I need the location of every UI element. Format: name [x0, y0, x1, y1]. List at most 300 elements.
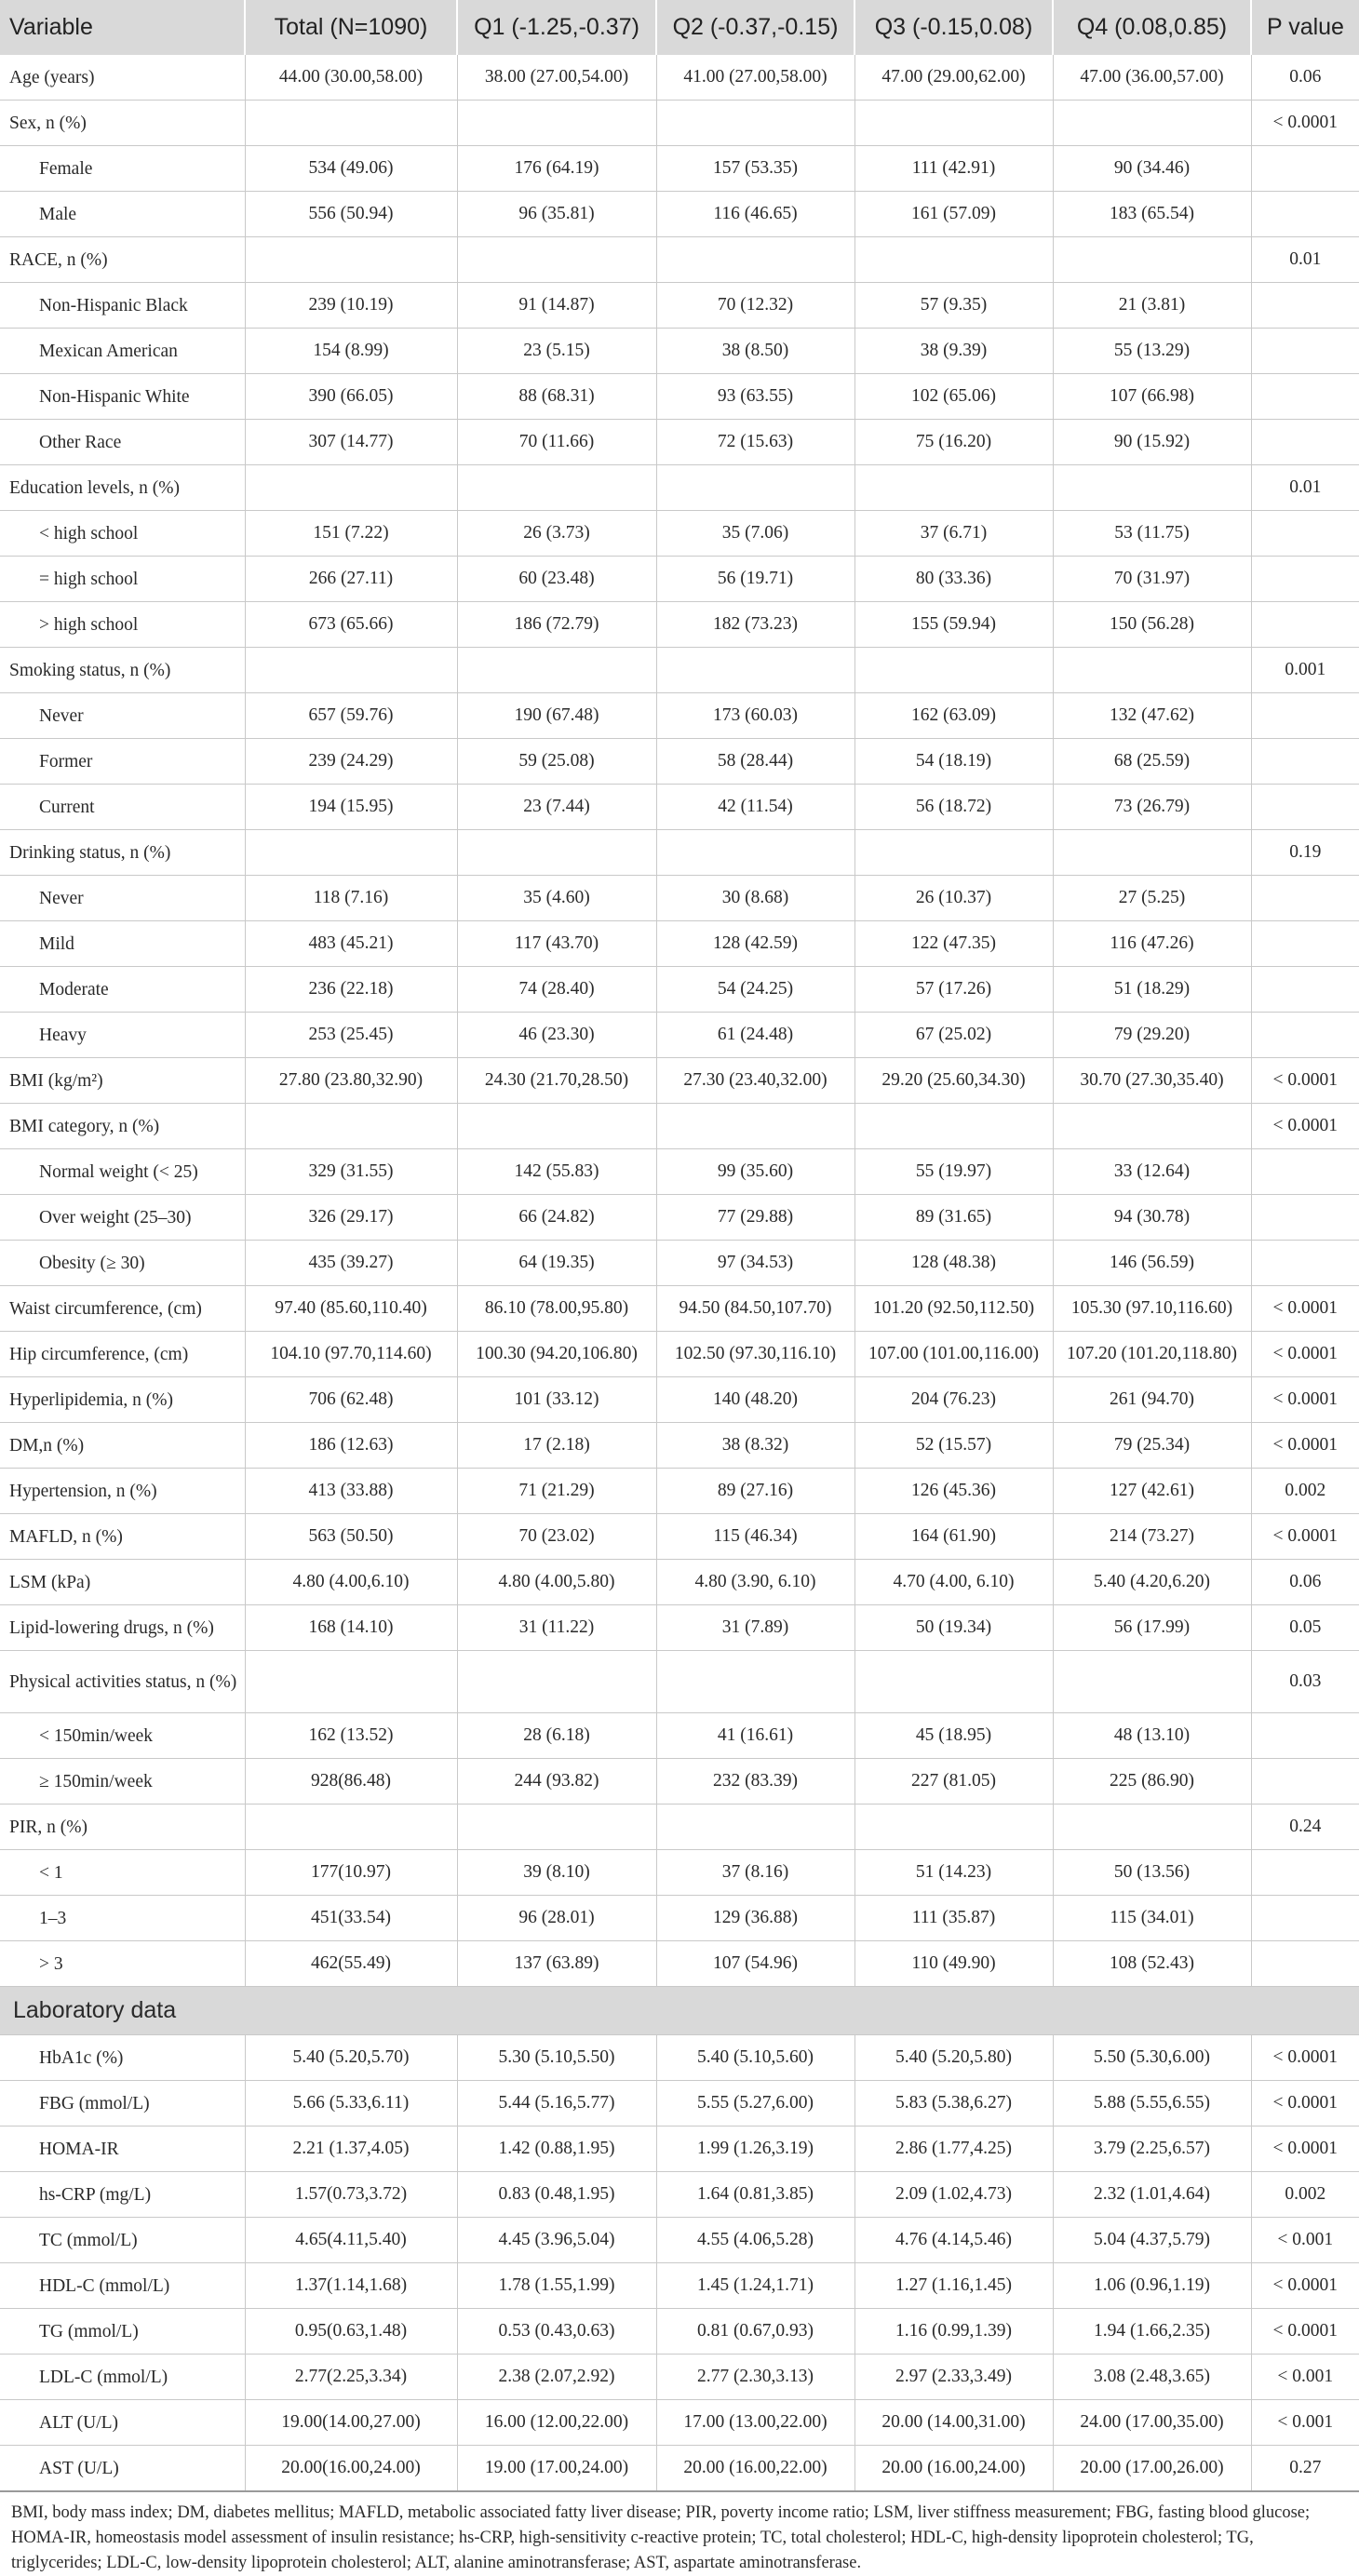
q1-cell: 66 (24.82): [457, 1195, 656, 1241]
p-value-cell: 0.24: [1251, 1805, 1359, 1850]
q1-cell: 64 (19.35): [457, 1241, 656, 1286]
table-row: [0, 1377, 1359, 1423]
table-row: [0, 192, 1359, 237]
q4-cell: 3.79 (2.25,6.57): [1053, 2127, 1251, 2172]
variable-label: BMI (kg/m²): [0, 1058, 245, 1104]
q1-cell: 96 (28.01): [457, 1896, 656, 1941]
total-cell: 97.40 (85.60,110.40): [245, 1286, 457, 1332]
q1-cell: 86.10 (78.00,95.80): [457, 1286, 656, 1332]
q4-cell: 115 (34.01): [1053, 1896, 1251, 1941]
q3-cell: 2.97 (2.33,3.49): [854, 2355, 1053, 2400]
p-value-cell: [1251, 1759, 1359, 1805]
total-cell: 236 (22.18): [245, 967, 457, 1013]
p-value-cell: [1251, 876, 1359, 921]
total-cell: 390 (66.05): [245, 374, 457, 420]
q4-cell: 108 (52.43): [1053, 1941, 1251, 1987]
q3-cell: 57 (17.26): [854, 967, 1053, 1013]
q3-cell: 45 (18.95): [854, 1713, 1053, 1759]
p-value-cell: [1251, 602, 1359, 648]
p-value-cell: [1251, 1941, 1359, 1987]
q2-cell: 41.00 (27.00,58.00): [656, 55, 854, 101]
table-row: [0, 739, 1359, 785]
table-row: [0, 1195, 1359, 1241]
p-value-cell: < 0.0001: [1251, 101, 1359, 146]
q3-cell: 80 (33.36): [854, 557, 1053, 602]
q3-cell: 52 (15.57): [854, 1423, 1053, 1469]
q3-cell: 162 (63.09): [854, 693, 1053, 739]
total-cell: 563 (50.50): [245, 1514, 457, 1560]
p-value-cell: [1251, 1713, 1359, 1759]
q2-cell: 27.30 (23.40,32.00): [656, 1058, 854, 1104]
p-value-cell: 0.03: [1251, 1651, 1359, 1713]
p-value-cell: < 0.0001: [1251, 2035, 1359, 2081]
q4-cell: 261 (94.70): [1053, 1377, 1251, 1423]
q2-cell: 38 (8.50): [656, 329, 854, 374]
q1-cell: 28 (6.18): [457, 1713, 656, 1759]
q1-cell: 35 (4.60): [457, 876, 656, 921]
q3-cell: [854, 830, 1053, 876]
variable-label: < high school: [0, 511, 245, 557]
p-value-cell: < 0.0001: [1251, 1058, 1359, 1104]
p-value-cell: 0.01: [1251, 465, 1359, 511]
table-row: [0, 1896, 1359, 1941]
q4-cell: 79 (29.20): [1053, 1013, 1251, 1058]
q3-cell: 56 (18.72): [854, 785, 1053, 830]
p-value-cell: < 0.001: [1251, 2218, 1359, 2263]
q4-cell: 55 (13.29): [1053, 329, 1251, 374]
q2-cell: 140 (48.20): [656, 1377, 854, 1423]
q2-cell: 128 (42.59): [656, 921, 854, 967]
table-row: [0, 921, 1359, 967]
total-cell: 534 (49.06): [245, 146, 457, 192]
variable-label: TG (mmol/L): [0, 2309, 245, 2355]
q2-cell: [656, 101, 854, 146]
q4-cell: 214 (73.27): [1053, 1514, 1251, 1560]
q3-cell: 51 (14.23): [854, 1850, 1053, 1896]
q4-cell: [1053, 237, 1251, 283]
total-cell: 266 (27.11): [245, 557, 457, 602]
table-row: [0, 55, 1359, 101]
variable-label: Drinking status, n (%): [0, 830, 245, 876]
variable-label: Female: [0, 146, 245, 192]
total-cell: [245, 830, 457, 876]
total-cell: [245, 237, 457, 283]
variable-label: LSM (kPa): [0, 1560, 245, 1605]
p-value-cell: [1251, 192, 1359, 237]
q1-cell: 16.00 (12.00,22.00): [457, 2400, 656, 2446]
q2-cell: 0.81 (0.67,0.93): [656, 2309, 854, 2355]
group-row: [0, 237, 1359, 283]
q3-cell: [854, 1104, 1053, 1149]
group-row: [0, 1104, 1359, 1149]
variable-label: Heavy: [0, 1013, 245, 1058]
variable-label: HbA1c (%): [0, 2035, 245, 2081]
q1-cell: 96 (35.81): [457, 192, 656, 237]
q3-cell: 5.83 (5.38,6.27): [854, 2081, 1053, 2127]
total-cell: 2.21 (1.37,4.05): [245, 2127, 457, 2172]
q1-cell: [457, 1805, 656, 1850]
header-q1: Q1 (-1.25,-0.37): [457, 0, 656, 55]
variable-label: > high school: [0, 602, 245, 648]
table-row: [0, 329, 1359, 374]
header-row: [0, 0, 1359, 55]
total-cell: [245, 648, 457, 693]
p-value-cell: [1251, 1850, 1359, 1896]
total-cell: 162 (13.52): [245, 1713, 457, 1759]
variable-label: < 1: [0, 1850, 245, 1896]
q2-cell: 5.55 (5.27,6.00): [656, 2081, 854, 2127]
q2-cell: 99 (35.60): [656, 1149, 854, 1195]
p-value-cell: [1251, 557, 1359, 602]
table-row: [0, 2263, 1359, 2309]
q4-cell: 5.88 (5.55,6.55): [1053, 2081, 1251, 2127]
q1-cell: 244 (93.82): [457, 1759, 656, 1805]
q2-cell: 72 (15.63): [656, 420, 854, 465]
q3-cell: 2.86 (1.77,4.25): [854, 2127, 1053, 2172]
q3-cell: 4.76 (4.14,5.46): [854, 2218, 1053, 2263]
total-cell: [245, 465, 457, 511]
total-cell: 118 (7.16): [245, 876, 457, 921]
total-cell: 104.10 (97.70,114.60): [245, 1332, 457, 1377]
total-cell: 253 (25.45): [245, 1013, 457, 1058]
q4-cell: 116 (47.26): [1053, 921, 1251, 967]
q3-cell: [854, 648, 1053, 693]
q1-cell: 71 (21.29): [457, 1469, 656, 1514]
table-row: [0, 785, 1359, 830]
table-row: [0, 1332, 1359, 1377]
table-row: [0, 876, 1359, 921]
q4-cell: [1053, 1651, 1251, 1713]
table-body: [0, 55, 1359, 2491]
q2-cell: 35 (7.06): [656, 511, 854, 557]
q4-cell: 94 (30.78): [1053, 1195, 1251, 1241]
table-row: [0, 146, 1359, 192]
q1-cell: [457, 1651, 656, 1713]
total-cell: 928(86.48): [245, 1759, 457, 1805]
q1-cell: [457, 101, 656, 146]
total-cell: 19.00(14.00,27.00): [245, 2400, 457, 2446]
variable-label: 1–3: [0, 1896, 245, 1941]
total-cell: [245, 1651, 457, 1713]
q4-cell: [1053, 1104, 1251, 1149]
q2-cell: 97 (34.53): [656, 1241, 854, 1286]
total-cell: 556 (50.94): [245, 192, 457, 237]
q2-cell: 232 (83.39): [656, 1759, 854, 1805]
p-value-cell: [1251, 1013, 1359, 1058]
q4-cell: 51 (18.29): [1053, 967, 1251, 1013]
q1-cell: 88 (68.31): [457, 374, 656, 420]
p-value-cell: < 0.0001: [1251, 2127, 1359, 2172]
q1-cell: 17 (2.18): [457, 1423, 656, 1469]
q2-cell: [656, 1104, 854, 1149]
q1-cell: 176 (64.19): [457, 146, 656, 192]
total-cell: 168 (14.10): [245, 1605, 457, 1651]
q1-cell: 19.00 (17.00,24.00): [457, 2446, 656, 2492]
total-cell: 4.80 (4.00,6.10): [245, 1560, 457, 1605]
q3-cell: 128 (48.38): [854, 1241, 1053, 1286]
q1-cell: 186 (72.79): [457, 602, 656, 648]
p-value-cell: [1251, 693, 1359, 739]
q3-cell: 1.27 (1.16,1.45): [854, 2263, 1053, 2309]
p-value-cell: < 0.001: [1251, 2355, 1359, 2400]
p-value-cell: 0.01: [1251, 237, 1359, 283]
total-cell: [245, 1805, 457, 1850]
table-row: [0, 602, 1359, 648]
variable-label: HOMA-IR: [0, 2127, 245, 2172]
q4-cell: 105.30 (97.10,116.60): [1053, 1286, 1251, 1332]
p-value-cell: [1251, 967, 1359, 1013]
q1-cell: [457, 237, 656, 283]
section-label: Laboratory data: [0, 1987, 1359, 2035]
q4-cell: 1.94 (1.66,2.35): [1053, 2309, 1251, 2355]
q1-cell: 4.80 (4.00,5.80): [457, 1560, 656, 1605]
total-cell: 5.66 (5.33,6.11): [245, 2081, 457, 2127]
p-value-cell: [1251, 146, 1359, 192]
q2-cell: 94.50 (84.50,107.70): [656, 1286, 854, 1332]
q1-cell: [457, 465, 656, 511]
q4-cell: 47.00 (36.00,57.00): [1053, 55, 1251, 101]
q3-cell: 38 (9.39): [854, 329, 1053, 374]
q1-cell: [457, 830, 656, 876]
q2-cell: 116 (46.65): [656, 192, 854, 237]
q2-cell: 182 (73.23): [656, 602, 854, 648]
q4-cell: 5.04 (4.37,5.79): [1053, 2218, 1251, 2263]
q4-cell: 5.50 (5.30,6.00): [1053, 2035, 1251, 2081]
variable-label: HDL-C (mmol/L): [0, 2263, 245, 2309]
group-row: [0, 1651, 1359, 1713]
q4-cell: 2.32 (1.01,4.64): [1053, 2172, 1251, 2218]
q4-cell: 50 (13.56): [1053, 1850, 1251, 1896]
total-cell: 154 (8.99): [245, 329, 457, 374]
q3-cell: 89 (31.65): [854, 1195, 1053, 1241]
p-value-cell: < 0.001: [1251, 2400, 1359, 2446]
variable-label: Smoking status, n (%): [0, 648, 245, 693]
table-row: [0, 1941, 1359, 1987]
q3-cell: [854, 237, 1053, 283]
p-value-cell: 0.06: [1251, 1560, 1359, 1605]
p-value-cell: [1251, 785, 1359, 830]
variable-label: Non-Hispanic White: [0, 374, 245, 420]
q1-cell: 137 (63.89): [457, 1941, 656, 1987]
q2-cell: [656, 1651, 854, 1713]
variable-label: Non-Hispanic Black: [0, 283, 245, 329]
p-value-cell: < 0.0001: [1251, 2081, 1359, 2127]
q2-cell: [656, 830, 854, 876]
q1-cell: 117 (43.70): [457, 921, 656, 967]
p-value-cell: [1251, 420, 1359, 465]
variable-label: Mexican American: [0, 329, 245, 374]
q4-cell: 107.20 (101.20,118.80): [1053, 1332, 1251, 1377]
q3-cell: 101.20 (92.50,112.50): [854, 1286, 1053, 1332]
total-cell: 4.65(4.11,5.40): [245, 2218, 457, 2263]
variable-label: Physical activities status, n (%): [0, 1651, 245, 1713]
q2-cell: 41 (16.61): [656, 1713, 854, 1759]
table-row: [0, 967, 1359, 1013]
variable-label: DM,n (%): [0, 1423, 245, 1469]
table-row: [0, 1850, 1359, 1896]
table-row: [0, 2446, 1359, 2492]
q4-cell: 73 (26.79): [1053, 785, 1251, 830]
table-row: [0, 2355, 1359, 2400]
q3-cell: 204 (76.23): [854, 1377, 1053, 1423]
variable-label: LDL-C (mmol/L): [0, 2355, 245, 2400]
total-cell: 27.80 (23.80,32.90): [245, 1058, 457, 1104]
variable-label: Hyperlipidemia, n (%): [0, 1377, 245, 1423]
table-footnote: BMI, body mass index; DM, diabetes mellitus; MAFLD, metabolic associated fatty liver disease; PIR, poverty income ratio; LSM, liver stiffness measurement; FBG, fasting blood glucose; HOMA-IR, homeostasis model assessment of insulin resistance; hs-CRP, high-sensitivity c-reactive protein; TC, total cholesterol; HDL-C, high-density lipoprotein cholesterol; TG, triglycerides; LDL-C, low-density lipoprotein cholesterol; ALT, alanine aminotransferase; AST, aspartate aminotransferase.: [11, 2503, 1311, 2572]
q3-cell: 107.00 (101.00,116.00): [854, 1332, 1053, 1377]
q4-cell: 56 (17.99): [1053, 1605, 1251, 1651]
variable-label: Sex, n (%): [0, 101, 245, 146]
variable-label: Hypertension, n (%): [0, 1469, 245, 1514]
q4-cell: 225 (86.90): [1053, 1759, 1251, 1805]
q1-cell: 70 (23.02): [457, 1514, 656, 1560]
q3-cell: 1.16 (0.99,1.39): [854, 2309, 1053, 2355]
total-cell: 239 (10.19): [245, 283, 457, 329]
q4-cell: 33 (12.64): [1053, 1149, 1251, 1195]
q3-cell: 227 (81.05): [854, 1759, 1053, 1805]
q2-cell: 89 (27.16): [656, 1469, 854, 1514]
variable-label: Education levels, n (%): [0, 465, 245, 511]
total-cell: 435 (39.27): [245, 1241, 457, 1286]
variable-label: Age (years): [0, 55, 245, 101]
q4-cell: 68 (25.59): [1053, 739, 1251, 785]
q3-cell: 75 (16.20): [854, 420, 1053, 465]
q1-cell: 38.00 (27.00,54.00): [457, 55, 656, 101]
q1-cell: [457, 1104, 656, 1149]
q3-cell: [854, 465, 1053, 511]
p-value-cell: [1251, 1195, 1359, 1241]
variable-label: PIR, n (%): [0, 1805, 245, 1850]
total-cell: 307 (14.77): [245, 420, 457, 465]
q1-cell: 5.30 (5.10,5.50): [457, 2035, 656, 2081]
variable-label: ≥ 150min/week: [0, 1759, 245, 1805]
q4-cell: [1053, 1805, 1251, 1850]
variable-label: TC (mmol/L): [0, 2218, 245, 2263]
header-p-value: P value: [1251, 0, 1359, 55]
q3-cell: 4.70 (4.00, 6.10): [854, 1560, 1053, 1605]
total-cell: 1.57(0.73,3.72): [245, 2172, 457, 2218]
q4-cell: 5.40 (4.20,6.20): [1053, 1560, 1251, 1605]
total-cell: 329 (31.55): [245, 1149, 457, 1195]
p-value-cell: [1251, 1149, 1359, 1195]
table-row: [0, 1514, 1359, 1560]
total-cell: 194 (15.95): [245, 785, 457, 830]
total-cell: 326 (29.17): [245, 1195, 457, 1241]
variable-label: Obesity (≥ 30): [0, 1241, 245, 1286]
total-cell: 177(10.97): [245, 1850, 457, 1896]
q2-cell: 4.80 (3.90, 6.10): [656, 1560, 854, 1605]
variable-label: RACE, n (%): [0, 237, 245, 283]
total-cell: 706 (62.48): [245, 1377, 457, 1423]
total-cell: [245, 101, 457, 146]
q2-cell: 38 (8.32): [656, 1423, 854, 1469]
table-row: [0, 1058, 1359, 1104]
table-row: [0, 1605, 1359, 1651]
q3-cell: 26 (10.37): [854, 876, 1053, 921]
q1-cell: 23 (5.15): [457, 329, 656, 374]
total-cell: 239 (24.29): [245, 739, 457, 785]
q1-cell: 31 (11.22): [457, 1605, 656, 1651]
total-cell: 657 (59.76): [245, 693, 457, 739]
total-cell: 5.40 (5.20,5.70): [245, 2035, 457, 2081]
total-cell: 20.00(16.00,24.00): [245, 2446, 457, 2492]
total-cell: 151 (7.22): [245, 511, 457, 557]
q1-cell: 24.30 (21.70,28.50): [457, 1058, 656, 1104]
q2-cell: 4.55 (4.06,5.28): [656, 2218, 854, 2263]
total-cell: 483 (45.21): [245, 921, 457, 967]
total-cell: 44.00 (30.00,58.00): [245, 55, 457, 101]
variable-label: Former: [0, 739, 245, 785]
q1-cell: 0.53 (0.43,0.63): [457, 2309, 656, 2355]
table-row: [0, 1149, 1359, 1195]
q4-cell: 132 (47.62): [1053, 693, 1251, 739]
q2-cell: 107 (54.96): [656, 1941, 854, 1987]
table-header: [0, 0, 1359, 55]
p-value-cell: 0.19: [1251, 830, 1359, 876]
q1-cell: 5.44 (5.16,5.77): [457, 2081, 656, 2127]
q3-cell: 111 (42.91): [854, 146, 1053, 192]
group-row: [0, 648, 1359, 693]
total-cell: [245, 1104, 457, 1149]
p-value-cell: 0.06: [1251, 55, 1359, 101]
variable-label: Normal weight (< 25): [0, 1149, 245, 1195]
table-row: [0, 2035, 1359, 2081]
q3-cell: 54 (18.19): [854, 739, 1053, 785]
p-value-cell: < 0.0001: [1251, 2309, 1359, 2355]
q1-cell: 70 (11.66): [457, 420, 656, 465]
p-value-cell: [1251, 739, 1359, 785]
q1-cell: 190 (67.48): [457, 693, 656, 739]
q1-cell: 26 (3.73): [457, 511, 656, 557]
q3-cell: 37 (6.71): [854, 511, 1053, 557]
q1-cell: 100.30 (94.20,106.80): [457, 1332, 656, 1377]
group-row: [0, 101, 1359, 146]
variable-label: BMI category, n (%): [0, 1104, 245, 1149]
q1-cell: 60 (23.48): [457, 557, 656, 602]
q4-cell: [1053, 465, 1251, 511]
q2-cell: 42 (11.54): [656, 785, 854, 830]
p-value-cell: < 0.0001: [1251, 1104, 1359, 1149]
p-value-cell: < 0.0001: [1251, 1286, 1359, 1332]
table-row: [0, 1759, 1359, 1805]
variable-label: Never: [0, 693, 245, 739]
table-row: [0, 1469, 1359, 1514]
q4-cell: 146 (56.59): [1053, 1241, 1251, 1286]
table-row: [0, 374, 1359, 420]
variable-label: ALT (U/L): [0, 2400, 245, 2446]
header-q3: Q3 (-0.15,0.08): [854, 0, 1053, 55]
variable-label: Other Race: [0, 420, 245, 465]
q4-cell: 24.00 (17.00,35.00): [1053, 2400, 1251, 2446]
q3-cell: 47.00 (29.00,62.00): [854, 55, 1053, 101]
header-total: Total (N=1090): [245, 0, 457, 55]
total-cell: 462(55.49): [245, 1941, 457, 1987]
q1-cell: 2.38 (2.07,2.92): [457, 2355, 656, 2400]
q2-cell: 20.00 (16.00,22.00): [656, 2446, 854, 2492]
q3-cell: 122 (47.35): [854, 921, 1053, 967]
q3-cell: 20.00 (14.00,31.00): [854, 2400, 1053, 2446]
q2-cell: 31 (7.89): [656, 1605, 854, 1651]
q4-cell: 150 (56.28): [1053, 602, 1251, 648]
q3-cell: 2.09 (1.02,4.73): [854, 2172, 1053, 2218]
q2-cell: 58 (28.44): [656, 739, 854, 785]
q4-cell: 30.70 (27.30,35.40): [1053, 1058, 1251, 1104]
group-row: [0, 465, 1359, 511]
q2-cell: 37 (8.16): [656, 1850, 854, 1896]
group-row: [0, 830, 1359, 876]
p-value-cell: [1251, 374, 1359, 420]
q1-cell: [457, 648, 656, 693]
